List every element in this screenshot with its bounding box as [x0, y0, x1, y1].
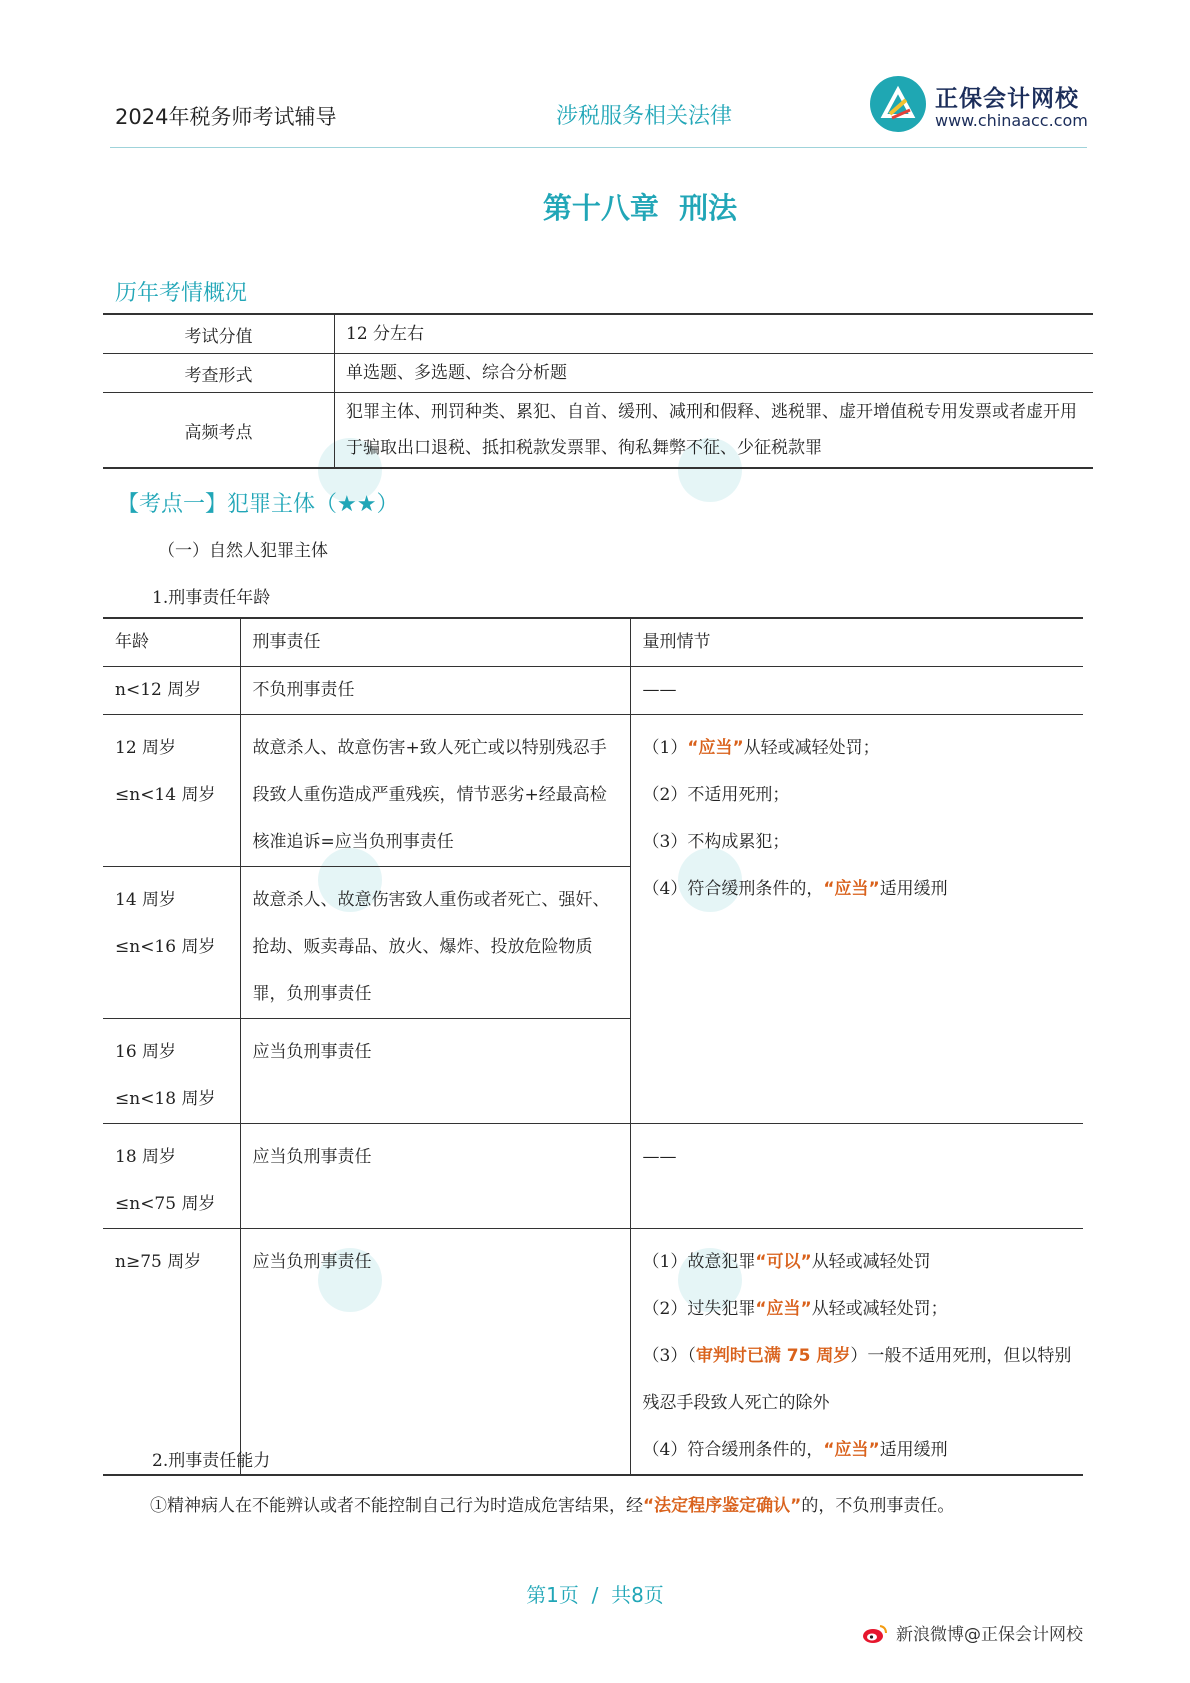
overview-key: 高频考点 — [103, 393, 335, 469]
overview-value: 犯罪主体、刑罚种类、累犯、自首、缓刑、减刑和假释、逃税罪、虚开增值税专用发票或者虚开用于骗取出口退税、抵扣税款发票罪、徇私舞弊不征、少征税款罪 — [335, 393, 1094, 469]
body-paragraph: ①精神病人在不能辨认或者不能控制自己行为时造成危害结果，经“法定程序鉴定确认”的，不负刑事责任。 — [150, 1496, 955, 1516]
responsibility-cell: 故意杀人、故意伤害+致人死亡或以特别残忍手段致人重伤造成严重残疾，情节恶劣+经最高检核准追诉=应当负刑事责任 — [240, 715, 630, 867]
overview-key: 考试分值 — [103, 314, 335, 354]
circumstance-line: （2）过失犯罪“应当”从轻或减轻处罚； — [642, 1299, 948, 1319]
circumstance-line: （1）“应当”从轻或减轻处罚； — [642, 738, 880, 758]
brand-url: www.chinaacc.com — [935, 111, 1088, 130]
section-subheading: （一）自然人犯罪主体 — [158, 541, 328, 561]
table-row — [103, 715, 1083, 867]
table-header-row — [103, 618, 1083, 667]
circumstance-line: （3）（审判时已满 75 周岁）一般不适用死刑，但以特别残忍手段致人死亡的除外 — [642, 1346, 1072, 1413]
age-cell: n≥75 周岁 — [103, 1229, 240, 1476]
chapter-title: 第十八章 刑法 — [542, 191, 738, 225]
overview-table — [103, 313, 1093, 469]
point1-heading: 【考点一】犯罪主体（★★） — [117, 492, 399, 517]
column-header: 刑事责任 — [240, 618, 630, 667]
circumstance-line: （4）符合缓刑条件的，“应当”适用缓刑 — [642, 1440, 948, 1460]
circumstance-line: （1）故意犯罪“可以”从轻或减轻处罚 — [642, 1252, 931, 1272]
table-row — [103, 1124, 1083, 1229]
responsibility-cell: 故意杀人、故意伤害致人重伤或者死亡、强奸、抢劫、贩卖毒品、放火、爆炸、投放危险物质罪，负刑事责任 — [240, 867, 630, 1019]
circumstance-line: （4）符合缓刑条件的，“应当”适用缓刑 — [642, 879, 948, 899]
minor-circumstance-cell — [630, 715, 1083, 1124]
circumstance-cell: —— — [630, 667, 1083, 715]
overview-heading: 历年考情概况 — [115, 281, 248, 306]
responsibility-cell: 应当负刑事责任 — [240, 1229, 630, 1476]
criminal-age-table — [103, 617, 1083, 1476]
subject-title: 涉税服务相关法律 — [556, 104, 733, 129]
elder-circumstance-cell — [630, 1229, 1083, 1476]
age-cell: 16 周岁≤n<18 周岁 — [103, 1019, 240, 1124]
column-header: 年龄 — [103, 618, 240, 667]
table-row — [103, 393, 1093, 469]
table-row — [103, 314, 1093, 354]
overview-key: 考查形式 — [103, 354, 335, 393]
age-cell: 14 周岁≤n<16 周岁 — [103, 867, 240, 1019]
page-indicator: 第1页 / 共8页 — [526, 1583, 664, 1607]
age-cell: 12 周岁≤n<14 周岁 — [103, 715, 240, 867]
exam-guide-title: 2024年税务师考试辅导 — [115, 105, 337, 129]
item-heading: 2.刑事责任能力 — [152, 1451, 271, 1471]
responsibility-cell: 应当负刑事责任 — [240, 1124, 630, 1229]
table-row — [103, 354, 1093, 393]
responsibility-cell: 不负刑事责任 — [240, 667, 630, 715]
circumstance-cell: —— — [630, 1124, 1083, 1229]
overview-value: 12 分左右 — [335, 314, 1094, 354]
circumstance-line: （2）不适用死刑； — [642, 785, 790, 805]
age-cell: 18 周岁≤n<75 周岁 — [103, 1124, 240, 1229]
table-row — [103, 1229, 1083, 1476]
responsibility-cell: 应当负刑事责任 — [240, 1019, 630, 1124]
brand-name: 正保会计网校 — [935, 86, 1079, 112]
brand-logo-icon — [870, 76, 926, 132]
header-divider — [110, 147, 1087, 148]
age-cell: n<12 周岁 — [103, 667, 240, 715]
overview-value: 单选题、多选题、综合分析题 — [335, 354, 1094, 393]
column-header: 量刑情节 — [630, 618, 1083, 667]
item-heading: 1.刑事责任年龄 — [152, 588, 271, 608]
weibo-icon — [862, 1624, 888, 1644]
weibo-credit: 新浪微博@正保会计网校 — [862, 1620, 1083, 1645]
circumstance-line: （3）不构成累犯； — [642, 832, 790, 852]
table-row — [103, 667, 1083, 715]
